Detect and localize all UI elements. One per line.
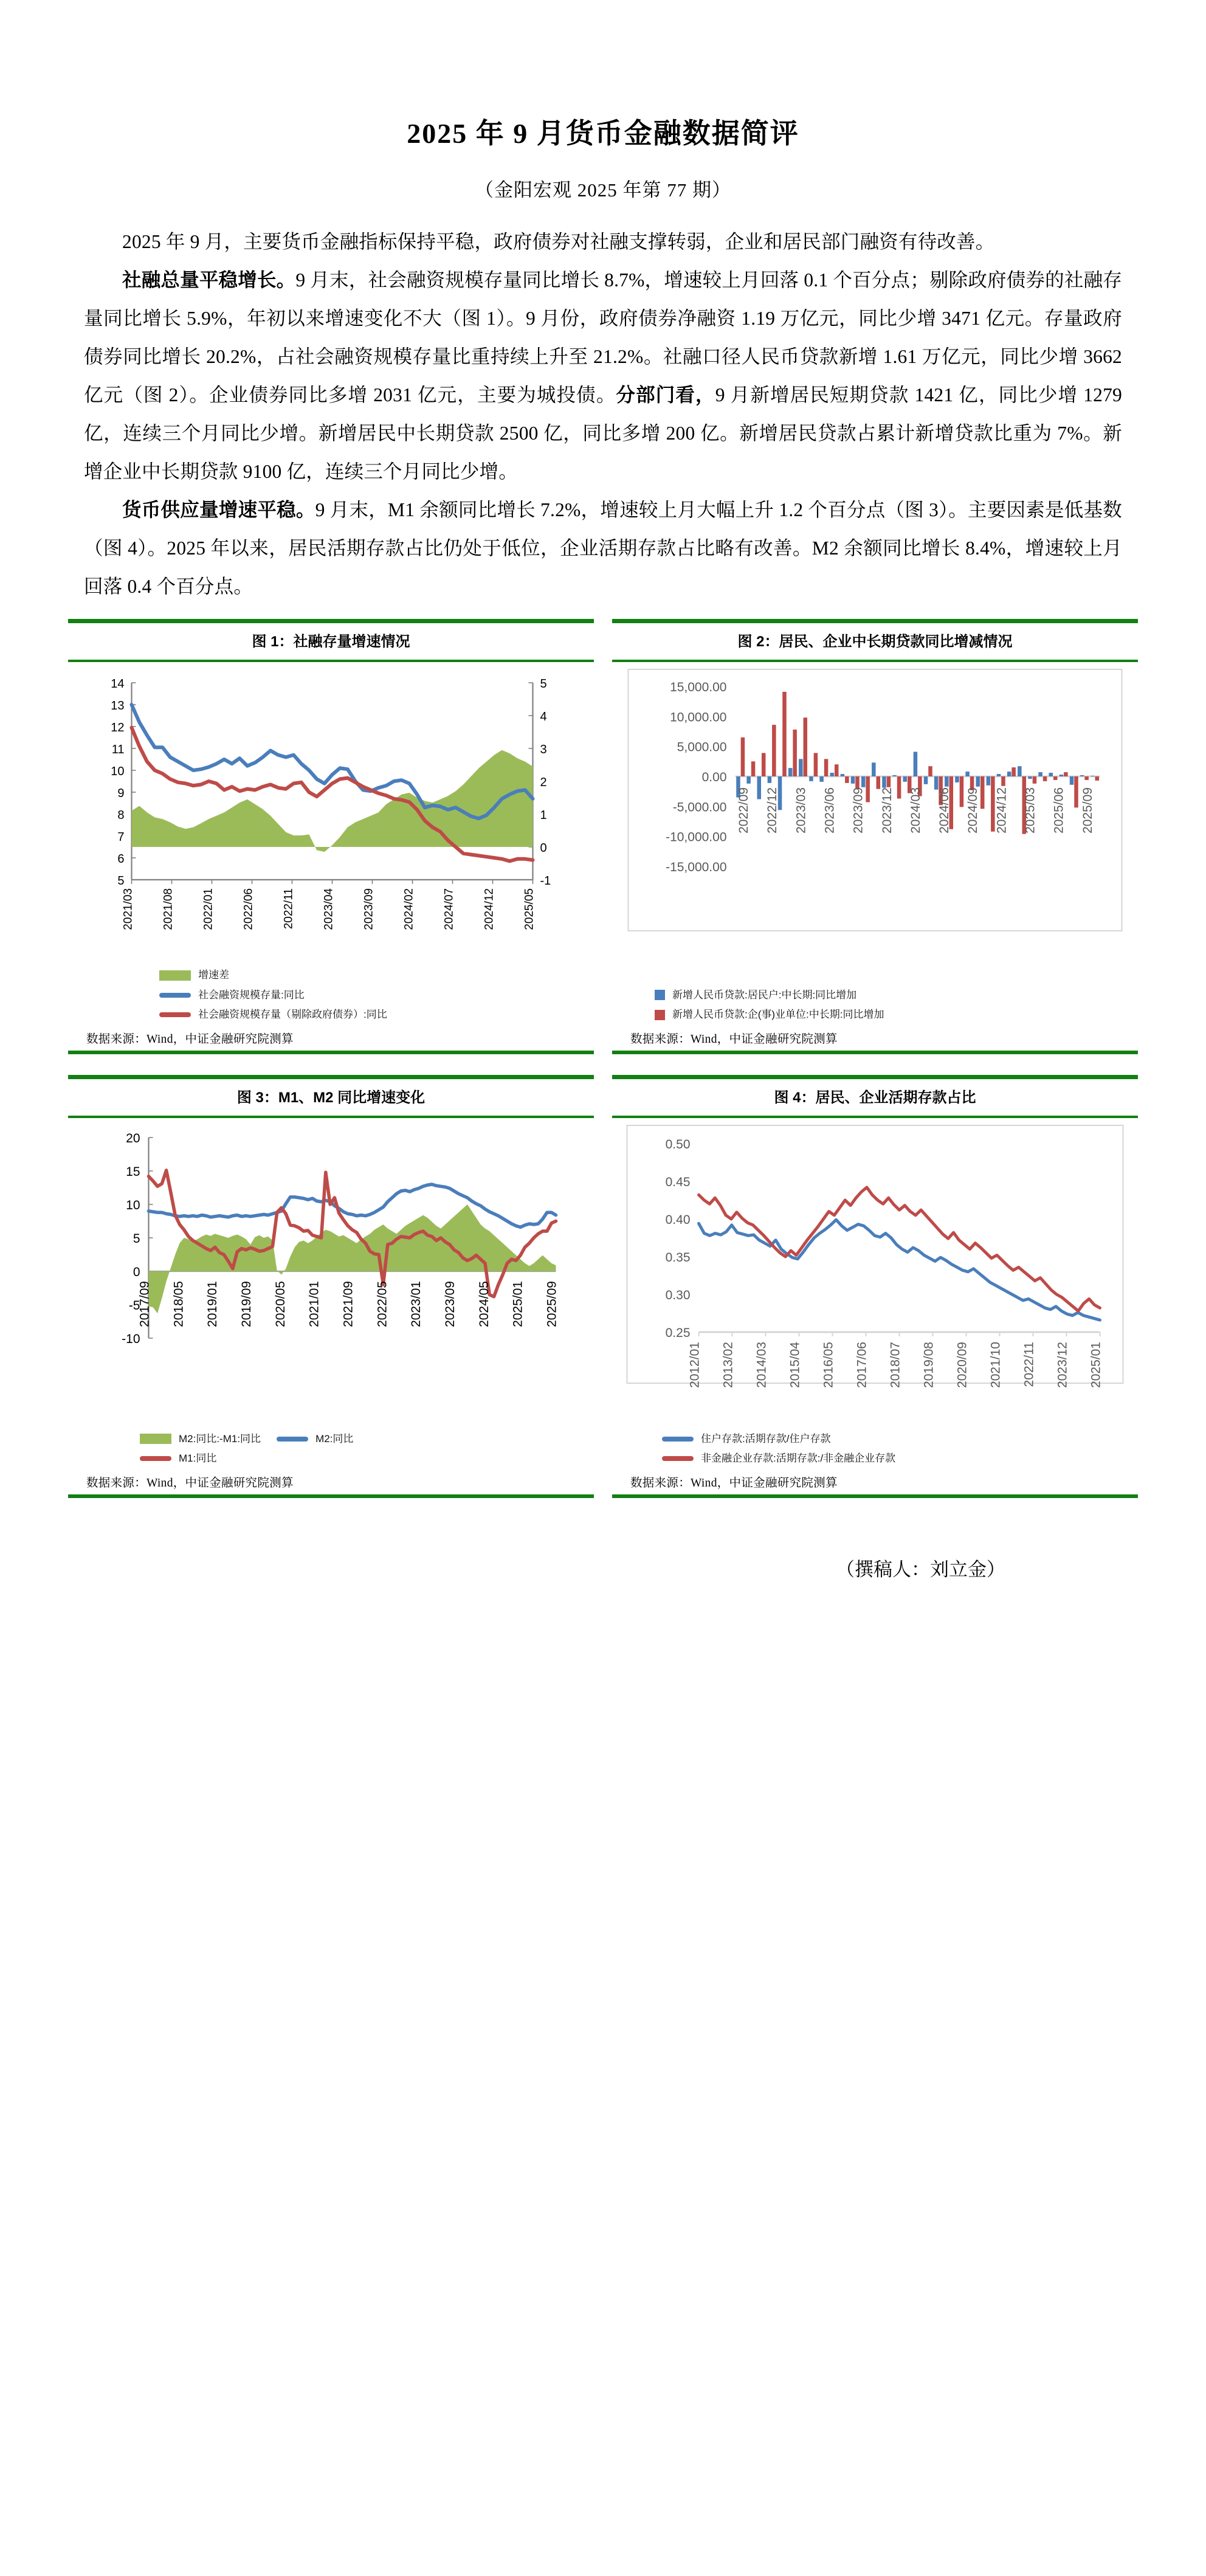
document-body bbox=[0, 202, 1206, 606]
svg-text:2020/05: 2020/05 bbox=[273, 1280, 288, 1327]
figure-1-legend bbox=[68, 962, 594, 1024]
svg-text:0: 0 bbox=[133, 1265, 140, 1279]
figure-2 bbox=[612, 619, 1138, 1054]
figure-3-bottom-rule bbox=[68, 1494, 594, 1498]
svg-text:2021/08: 2021/08 bbox=[162, 888, 175, 930]
svg-text:2025/09: 2025/09 bbox=[545, 1280, 559, 1327]
author-credit: （撰稿人：刘立金） bbox=[836, 1559, 1005, 1581]
svg-text:5: 5 bbox=[540, 677, 547, 691]
svg-text:2022/01: 2022/01 bbox=[202, 888, 215, 930]
legend-label: 住户存款:活期存款/住户存款 bbox=[701, 1432, 831, 1445]
figure-4-title: 图 4：居民、企业活期存款占比 bbox=[774, 1089, 976, 1107]
chart-row-spacer bbox=[68, 1054, 1138, 1075]
svg-text:5: 5 bbox=[117, 874, 125, 888]
svg-text:0.25: 0.25 bbox=[665, 1325, 691, 1340]
svg-text:2019/09: 2019/09 bbox=[239, 1280, 253, 1327]
figure-2-title: 图 2：居民、企业中长期贷款同比增减情况 bbox=[737, 634, 1013, 651]
svg-text:-10: -10 bbox=[122, 1331, 140, 1346]
legend-item bbox=[655, 986, 1138, 1005]
figure-4-source: 数据来源：Wind，中证金融研究院测算 bbox=[630, 1477, 838, 1490]
legend-label: 社会融资规模存量（剔除政府债券）:同比 bbox=[198, 1008, 387, 1020]
bar-swatch-icon bbox=[655, 1010, 665, 1020]
svg-text:2024/07: 2024/07 bbox=[443, 888, 456, 930]
line-swatch-icon bbox=[277, 1437, 308, 1442]
svg-text:10: 10 bbox=[111, 764, 125, 778]
svg-text:2017/09: 2017/09 bbox=[137, 1280, 152, 1327]
svg-text:0.40: 0.40 bbox=[665, 1212, 691, 1227]
svg-text:2023/12: 2023/12 bbox=[880, 787, 894, 834]
svg-text:20: 20 bbox=[126, 1131, 140, 1145]
svg-text:10,000.00: 10,000.00 bbox=[670, 710, 727, 725]
svg-text:2023/06: 2023/06 bbox=[822, 787, 837, 834]
figure-2-legend bbox=[612, 982, 1138, 1025]
legend-item bbox=[159, 965, 594, 985]
svg-text:2025/03: 2025/03 bbox=[1023, 787, 1038, 834]
figure-1-plot bbox=[68, 662, 594, 962]
svg-text:-10,000.00: -10,000.00 bbox=[666, 830, 727, 844]
legend-inline-group bbox=[140, 1429, 594, 1449]
svg-text:2016/05: 2016/05 bbox=[821, 1341, 836, 1388]
svg-text:2012/01: 2012/01 bbox=[687, 1341, 702, 1388]
chart-row-1 bbox=[68, 619, 1138, 1054]
svg-text:2023/04: 2023/04 bbox=[322, 888, 336, 930]
svg-text:2: 2 bbox=[540, 775, 547, 789]
svg-text:2023/01: 2023/01 bbox=[409, 1280, 424, 1327]
svg-text:0: 0 bbox=[540, 841, 547, 855]
legend-item bbox=[159, 986, 594, 1005]
svg-text:2014/03: 2014/03 bbox=[754, 1341, 769, 1388]
legend-label: M1:同比 bbox=[179, 1452, 217, 1465]
svg-text:2020/09: 2020/09 bbox=[955, 1341, 970, 1388]
svg-text:2017/06: 2017/06 bbox=[855, 1341, 869, 1388]
svg-text:0.50: 0.50 bbox=[665, 1137, 691, 1152]
area-swatch-icon bbox=[159, 970, 191, 981]
svg-text:15: 15 bbox=[126, 1164, 140, 1179]
legend-label: M2:同比 bbox=[315, 1432, 354, 1445]
legend-item bbox=[159, 1005, 594, 1024]
svg-text:2025/09: 2025/09 bbox=[1080, 787, 1095, 834]
legend-label: 非金融企业存款:活期存款:/非金融企业存款 bbox=[701, 1452, 896, 1465]
svg-text:2024/05: 2024/05 bbox=[477, 1280, 491, 1327]
figure-1-title: 图 1：社融存量增速情况 bbox=[252, 634, 410, 651]
chart-row-2 bbox=[68, 1075, 1138, 1498]
legend-label: 社会融资规模存量:同比 bbox=[198, 989, 305, 1001]
page-title: 2025 年 9 月货币金融数据简评 bbox=[407, 118, 799, 149]
legend-item bbox=[277, 1429, 353, 1449]
figure-3-title: 图 3：M1、M2 同比增速变化 bbox=[236, 1089, 426, 1107]
svg-text:6: 6 bbox=[117, 852, 125, 866]
svg-text:2025/05: 2025/05 bbox=[523, 888, 536, 930]
svg-text:2019/01: 2019/01 bbox=[205, 1280, 220, 1327]
figure-4 bbox=[612, 1075, 1138, 1498]
svg-text:2015/04: 2015/04 bbox=[788, 1341, 802, 1388]
figure-2-bottom-rule bbox=[612, 1051, 1138, 1054]
svg-text:10: 10 bbox=[126, 1198, 140, 1212]
figure-4-bottom-rule bbox=[612, 1494, 1138, 1498]
svg-text:12: 12 bbox=[111, 720, 125, 734]
figure-3-svg bbox=[68, 1122, 594, 1426]
figure-3-plot bbox=[68, 1118, 594, 1426]
figure-1-top-rule bbox=[68, 619, 594, 623]
line-swatch-icon bbox=[140, 1456, 171, 1461]
svg-text:15,000.00: 15,000.00 bbox=[670, 680, 727, 694]
svg-text:2024/02: 2024/02 bbox=[402, 888, 416, 930]
svg-text:2025/01: 2025/01 bbox=[1089, 1341, 1103, 1388]
figure-4-svg bbox=[612, 1122, 1138, 1426]
svg-text:2024/12: 2024/12 bbox=[483, 888, 496, 930]
svg-text:2019/08: 2019/08 bbox=[922, 1341, 936, 1388]
svg-text:2018/07: 2018/07 bbox=[888, 1341, 903, 1388]
svg-text:-15,000.00: -15,000.00 bbox=[666, 860, 727, 874]
svg-text:2023/03: 2023/03 bbox=[794, 787, 808, 834]
svg-text:0.35: 0.35 bbox=[665, 1250, 691, 1265]
line-swatch-icon bbox=[159, 1012, 191, 1017]
legend-label: 新增人民币贷款:居民户:中长期:同比增加 bbox=[672, 989, 857, 1001]
svg-text:13: 13 bbox=[111, 699, 125, 713]
figure-2-svg bbox=[612, 666, 1138, 982]
svg-text:2023/12: 2023/12 bbox=[1055, 1341, 1070, 1388]
svg-text:2021/03: 2021/03 bbox=[122, 888, 135, 930]
svg-text:2024/12: 2024/12 bbox=[994, 787, 1009, 834]
svg-text:2022/09: 2022/09 bbox=[737, 787, 751, 834]
svg-text:2021/10: 2021/10 bbox=[988, 1341, 1003, 1388]
legend-item bbox=[655, 1005, 1138, 1024]
legend-label: M2:同比:-M1:同比 bbox=[179, 1432, 261, 1445]
figure-3 bbox=[68, 1075, 594, 1498]
svg-text:-1: -1 bbox=[540, 874, 551, 888]
legend-label: 新增人民币贷款:企(事)业单位:中长期:同比增加 bbox=[672, 1008, 884, 1020]
figure-1 bbox=[68, 619, 594, 1054]
line-swatch-icon bbox=[662, 1437, 694, 1442]
figure-1-bottom-rule bbox=[68, 1051, 594, 1054]
svg-text:-5: -5 bbox=[128, 1298, 140, 1313]
svg-text:2025/06: 2025/06 bbox=[1052, 787, 1066, 834]
svg-text:2025/01: 2025/01 bbox=[511, 1280, 525, 1327]
figure-4-top-rule bbox=[612, 1075, 1138, 1079]
svg-text:2013/02: 2013/02 bbox=[721, 1341, 736, 1388]
line-swatch-icon bbox=[662, 1456, 694, 1461]
svg-text:4: 4 bbox=[540, 710, 547, 723]
svg-text:2023/09: 2023/09 bbox=[851, 787, 866, 834]
svg-text:11: 11 bbox=[111, 742, 125, 756]
svg-text:8: 8 bbox=[117, 808, 125, 822]
svg-text:2024/09: 2024/09 bbox=[966, 787, 980, 834]
svg-text:5: 5 bbox=[133, 1231, 140, 1246]
legend-item bbox=[140, 1429, 261, 1449]
svg-text:3: 3 bbox=[540, 742, 547, 756]
legend-item bbox=[662, 1449, 1138, 1468]
page-subtitle: （金阳宏观 2025 年第 77 期） bbox=[475, 179, 731, 201]
legend-item bbox=[140, 1449, 594, 1468]
figure-1-source: 数据来源：Wind，中证金融研究院测算 bbox=[86, 1033, 294, 1046]
figure-3-source: 数据来源：Wind，中证金融研究院测算 bbox=[86, 1477, 294, 1490]
svg-text:1: 1 bbox=[540, 808, 547, 822]
figure-4-plot bbox=[612, 1118, 1138, 1426]
figure-2-top-rule bbox=[612, 619, 1138, 623]
svg-text:-5,000.00: -5,000.00 bbox=[672, 800, 727, 815]
svg-text:2018/05: 2018/05 bbox=[171, 1280, 186, 1327]
bar-swatch-icon bbox=[655, 990, 665, 1000]
figure-2-source: 数据来源：Wind，中证金融研究院测算 bbox=[630, 1033, 838, 1046]
svg-text:2024/03: 2024/03 bbox=[908, 787, 923, 834]
svg-text:0.00: 0.00 bbox=[701, 770, 727, 784]
svg-text:2021/01: 2021/01 bbox=[307, 1280, 322, 1327]
svg-text:5,000.00: 5,000.00 bbox=[677, 740, 727, 754]
legend-label: 增速差 bbox=[198, 969, 229, 981]
figure-1-svg bbox=[68, 666, 594, 958]
figure-3-top-rule bbox=[68, 1075, 594, 1079]
svg-text:2022/11: 2022/11 bbox=[1022, 1341, 1036, 1387]
line-swatch-icon bbox=[159, 993, 191, 998]
figure-2-plot bbox=[612, 662, 1138, 982]
figure-4-legend bbox=[612, 1426, 1138, 1469]
svg-text:14: 14 bbox=[111, 677, 125, 691]
svg-text:9: 9 bbox=[117, 786, 125, 800]
svg-text:2022/06: 2022/06 bbox=[242, 888, 255, 930]
area-swatch-icon bbox=[140, 1434, 171, 1444]
svg-text:2022/11: 2022/11 bbox=[282, 888, 295, 929]
paragraph-social-financing: 社融总量平稳增长。9 月末，社会融资规模存量同比增长 8.7%，增速较上月回落 0.1 个百分点；剔除政府债券的社融存量同比增长 5.9%，年初以来增速变化不大（图 1）。9 月份，政府债券净融资 1.19 万亿元，同比少增 3471 亿元。存量政府债券同比增长 20.2%，占社会融资规模存量比重持续上升至 21.2%。社融口径人民币贷款新增 1.61 万亿元，同比少增 3662 亿元（图 2）。企业债券同比多增 2031 亿元，主要为城投债。分部门看，9 月新增居民短期贷款 1421 亿，同比少增 1279 亿，连续三个月同比少增。新增居民中长期贷款 2500 亿，同比多增 200 亿。新增居民贷款占累计新增贷款比重为 7%。新增企业中长期贷款 9100 亿，连续三个月同比少增。 bbox=[84, 269, 1122, 483]
legend-item bbox=[662, 1429, 1138, 1449]
figure-3-legend bbox=[68, 1426, 594, 1469]
paragraph-money-supply: 货币供应量增速平稳。9 月末，M1 余额同比增长 7.2%，增速较上月大幅上升 1.2 个百分点（图 3）。主要因素是低基数（图 4）。2025 年以来，居民活期存款占比仍处于低位，企业活期存款占比略有改善。M2 余额同比增长 8.4%，增速较上月回落 0.4 个百分点。 bbox=[84, 499, 1122, 598]
svg-text:0.30: 0.30 bbox=[665, 1288, 691, 1302]
svg-text:2023/09: 2023/09 bbox=[362, 888, 376, 930]
svg-text:2024/06: 2024/06 bbox=[937, 787, 952, 834]
svg-text:7: 7 bbox=[117, 830, 125, 844]
paragraph-intro: 2025 年 9 月，主要货币金融指标保持平稳，政府债券对社融支撑转弱，企业和居民部门融资有待改善。 bbox=[122, 231, 995, 253]
charts-section bbox=[0, 606, 1206, 1498]
svg-text:2022/05: 2022/05 bbox=[375, 1280, 390, 1327]
svg-text:2022/12: 2022/12 bbox=[765, 787, 780, 834]
svg-text:0.45: 0.45 bbox=[665, 1175, 691, 1189]
svg-text:2023/09: 2023/09 bbox=[443, 1280, 457, 1327]
svg-text:2021/09: 2021/09 bbox=[341, 1280, 356, 1327]
